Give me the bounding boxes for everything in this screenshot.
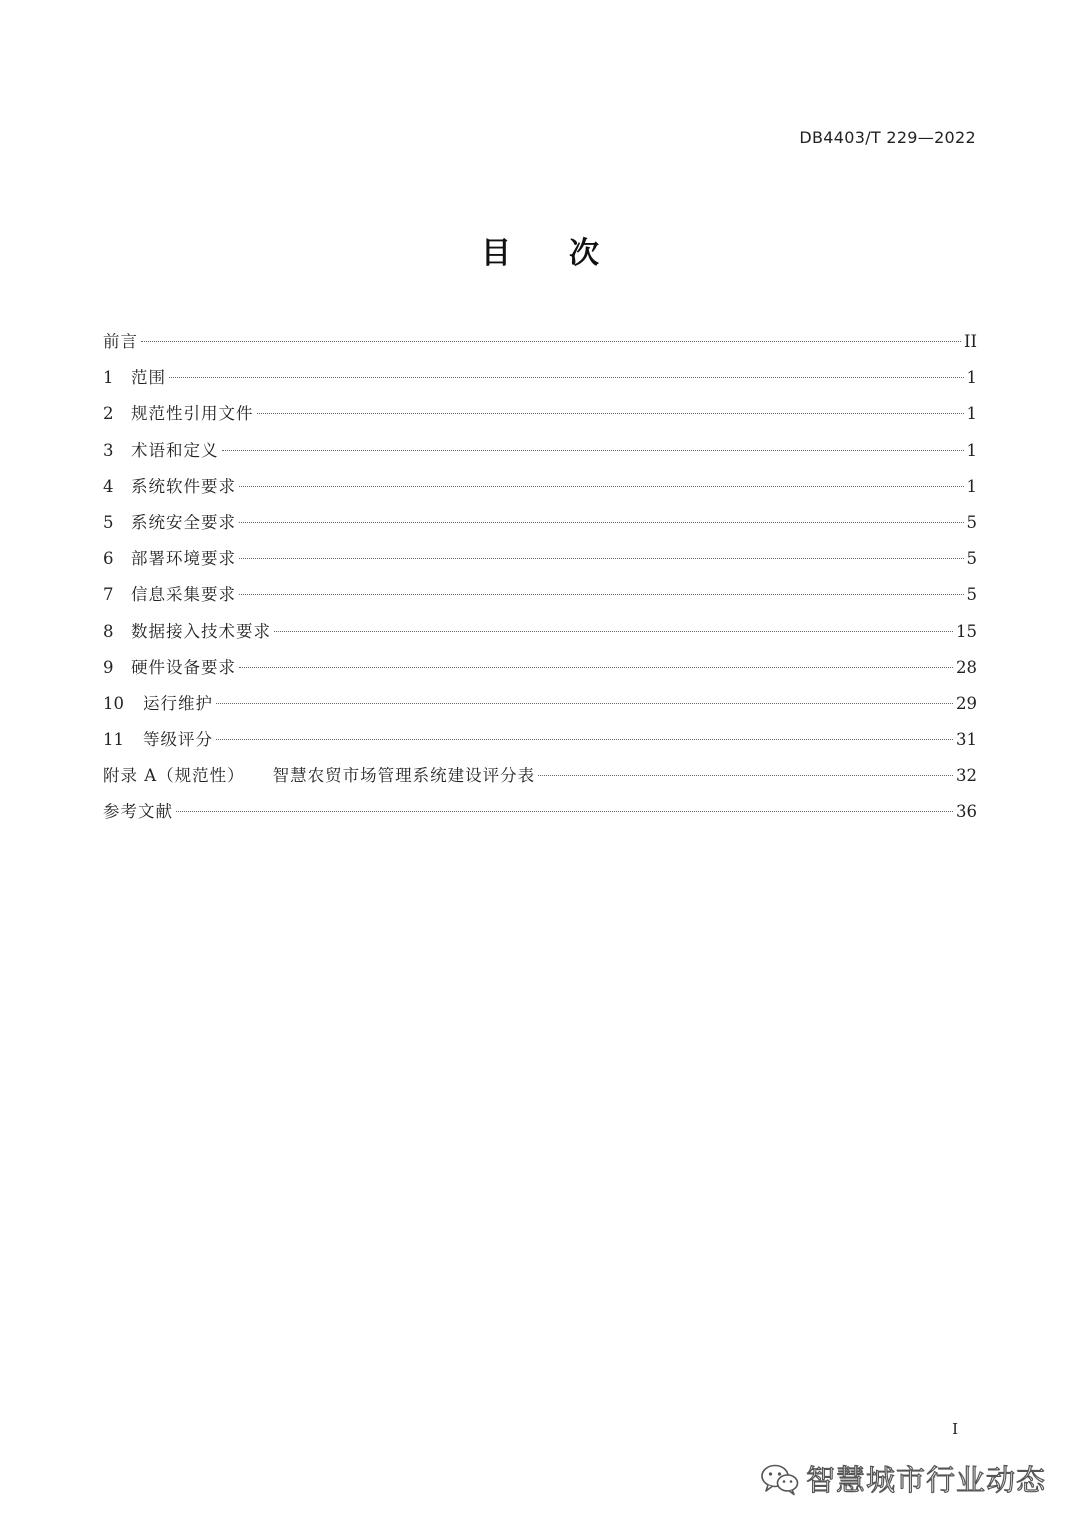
toc-label: 信息采集要求 xyxy=(131,585,236,605)
toc-section-number: 8 xyxy=(103,621,114,641)
toc-item-10[interactable] xyxy=(103,686,977,722)
toc-page-number: 5 xyxy=(966,549,977,569)
toc-section-number: 7 xyxy=(103,585,114,605)
toc-section-number: 4 xyxy=(103,476,114,496)
toc-item-references[interactable] xyxy=(103,794,977,830)
page-title-char-2: 次 xyxy=(569,236,599,271)
toc-page-number: 1 xyxy=(966,440,977,460)
toc-leader-dots xyxy=(141,340,961,342)
toc-label: 等级评分 xyxy=(143,730,213,750)
toc-label: 运行维护 xyxy=(143,693,213,713)
toc-label: 系统软件要求 xyxy=(131,476,236,496)
toc-item-foreword[interactable] xyxy=(103,324,977,360)
toc-item-9[interactable] xyxy=(103,650,977,686)
toc-item-appendix-a[interactable] xyxy=(103,758,977,794)
toc-label: 部署环境要求 xyxy=(131,549,236,569)
page-title xyxy=(0,228,1080,272)
toc-item-5[interactable] xyxy=(103,505,977,541)
table-of-contents xyxy=(103,324,977,831)
toc-page-number: 29 xyxy=(956,693,977,713)
toc-page-number: 31 xyxy=(956,730,977,750)
toc-leader-dots xyxy=(216,702,953,704)
toc-leader-dots xyxy=(169,376,964,378)
toc-label: 前言 xyxy=(103,332,138,351)
toc-label: 术语和定义 xyxy=(131,440,219,460)
toc-item-1[interactable] xyxy=(103,360,977,396)
toc-label: 参考文献 xyxy=(103,802,173,822)
toc-leader-dots xyxy=(239,485,964,487)
toc-leader-dots xyxy=(538,774,953,776)
toc-section-number: 2 xyxy=(103,404,114,424)
toc-leader-dots xyxy=(239,521,964,523)
toc-leader-dots xyxy=(239,557,964,559)
toc-item-3[interactable] xyxy=(103,433,977,469)
toc-leader-dots xyxy=(176,810,953,812)
toc-section-number: 1 xyxy=(103,368,114,388)
watermark-text: 智慧城市行业动态 xyxy=(805,1463,1046,1497)
toc-leader-dots xyxy=(216,738,953,740)
toc-page-number: 5 xyxy=(966,512,977,532)
watermark xyxy=(760,1458,1046,1499)
toc-label: 范围 xyxy=(131,368,166,388)
toc-page-number: 1 xyxy=(966,368,977,388)
toc-item-8[interactable] xyxy=(103,614,977,650)
toc-page-number: II xyxy=(963,332,977,351)
toc-label: 规范性引用文件 xyxy=(131,404,254,424)
toc-section-number: 11 xyxy=(103,730,124,750)
toc-section-number: 10 xyxy=(103,693,124,713)
toc-leader-dots xyxy=(239,666,953,668)
toc-leader-dots xyxy=(274,630,953,632)
toc-item-4[interactable] xyxy=(103,469,977,505)
toc-leader-dots xyxy=(239,593,964,595)
toc-section-number: 6 xyxy=(103,549,114,569)
toc-section-number: 9 xyxy=(103,657,114,677)
toc-page-number: 1 xyxy=(966,404,977,424)
toc-item-2[interactable] xyxy=(103,396,977,432)
toc-leader-dots xyxy=(222,449,964,451)
page-number: I xyxy=(952,1420,958,1438)
wechat-icon xyxy=(760,1462,800,1496)
toc-label: 数据接入技术要求 xyxy=(131,621,271,641)
page-title-char-1: 目 xyxy=(481,236,511,271)
toc-page-number: 1 xyxy=(966,476,977,496)
toc-label: 系统安全要求 xyxy=(131,512,236,532)
toc-page-number: 36 xyxy=(956,802,977,822)
toc-item-7[interactable] xyxy=(103,577,977,613)
toc-page-number: 5 xyxy=(966,585,977,605)
toc-section-number: 5 xyxy=(103,512,114,532)
toc-page-number: 32 xyxy=(956,766,977,786)
toc-page-number: 28 xyxy=(956,657,977,677)
toc-item-11[interactable] xyxy=(103,722,977,758)
toc-label: 智慧农贸市场管理系统建设评分表 xyxy=(272,766,536,786)
standard-code: DB4403/T 229—2022 xyxy=(799,128,976,147)
toc-appendix-prefix: 附录 A（规范性） xyxy=(103,766,245,786)
toc-section-number: 3 xyxy=(103,440,114,460)
toc-label: 硬件设备要求 xyxy=(131,657,236,677)
toc-page-number: 15 xyxy=(956,621,977,641)
toc-item-6[interactable] xyxy=(103,541,977,577)
toc-leader-dots xyxy=(257,412,964,414)
